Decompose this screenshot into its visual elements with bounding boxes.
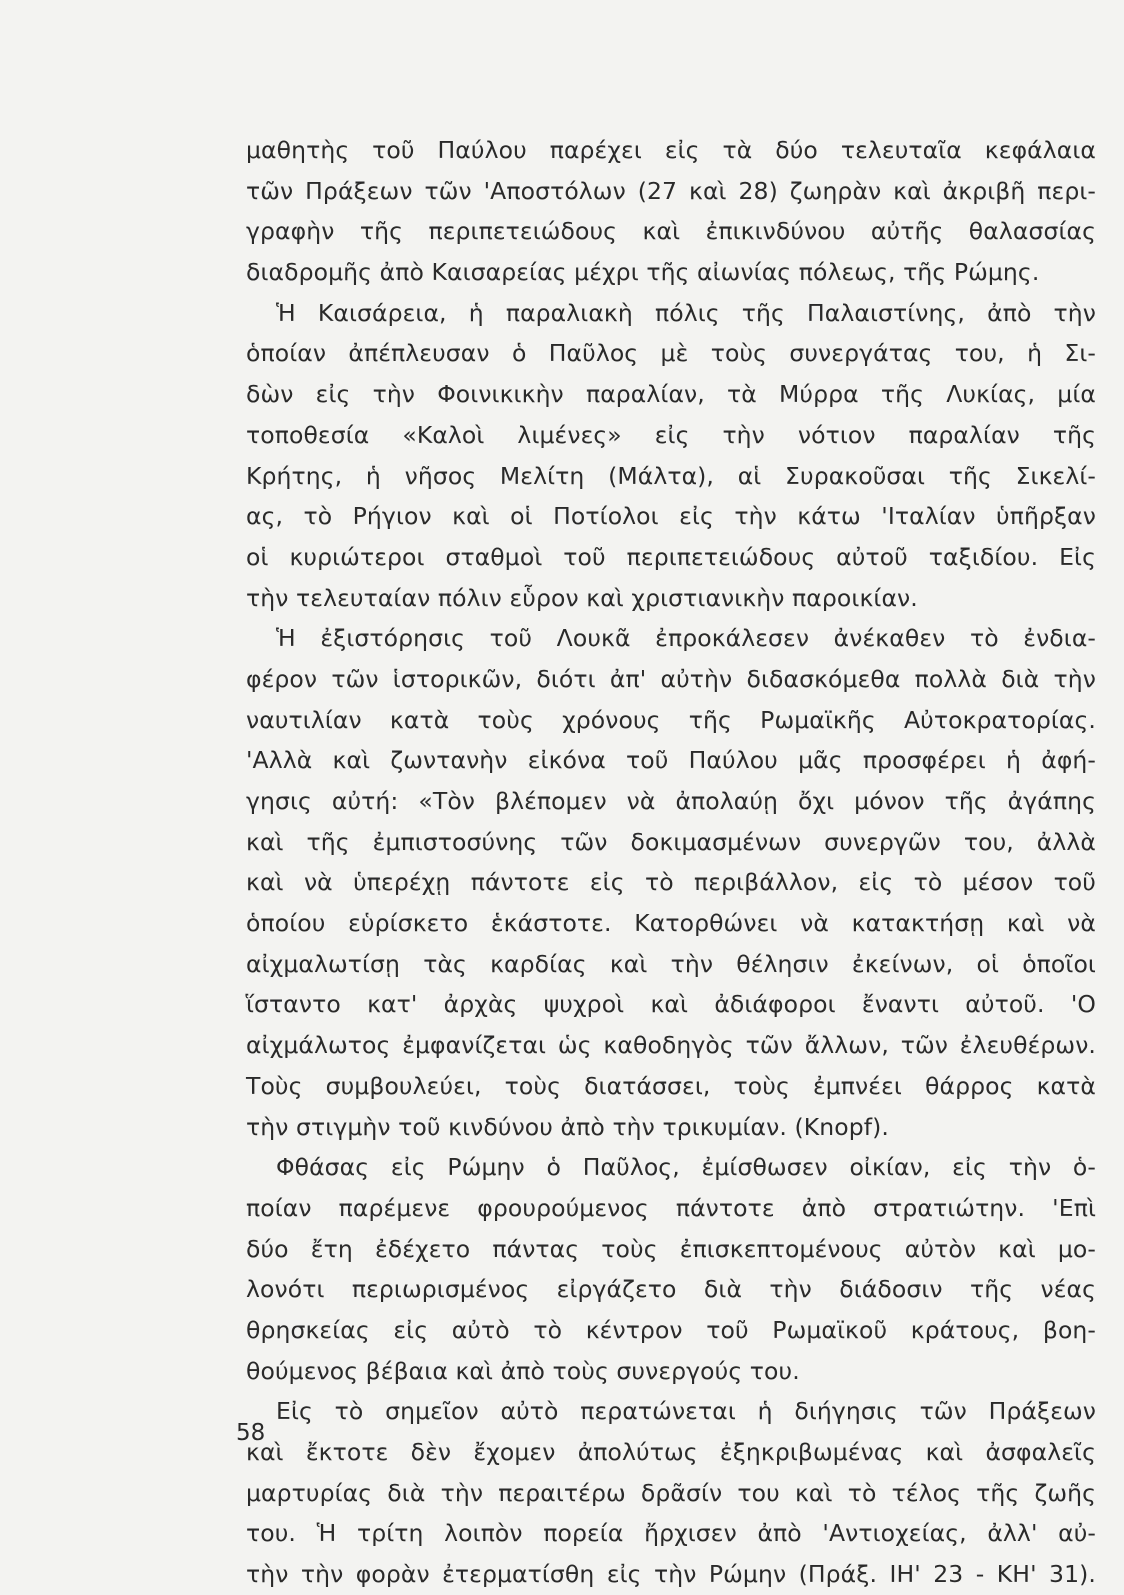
text-line: διαδρομῆς ἀπὸ Καισαρείας μέχρι τῆς αἰωνίας πόλεως, τῆς Ρώμης. (246, 258, 1040, 287)
text-line: οἱ κυριώτεροι σταθμοὶ τοῦ περιπετειώδους αὐτοῦ ταξιδίου. Εἰς (246, 542, 1096, 571)
text-line: θούμενος βέβαια καὶ ἀπὸ τοὺς συνεργούς του. (246, 1356, 800, 1385)
text-line: λονότι περιωρισμένος εἰργάζετο διὰ τὴν διάδοσιν τῆς νέας (246, 1275, 1096, 1304)
text-line: καὶ τῆς ἐμπιστοσύνης τῶν δοκιμασμένων συνεργῶν του, ἀλλὰ (246, 827, 1096, 856)
text-line: του. Ἡ τρίτη λοιπὸν πορεία ἤρχισεν ἀπὸ 'Αντιοχείας, ἀλλ' αὐ- (246, 1519, 1096, 1548)
text-line: δύο ἔτη ἐδέχετο πάντας τοὺς ἐπισκεπτομένους αὐτὸν καὶ μο- (246, 1234, 1096, 1263)
text-line: 'Αλλὰ καὶ ζωντανὴν εἰκόνα τοῦ Παύλου μᾶς προσφέρει ἡ ἀφή- (246, 746, 1096, 775)
paragraph-start-line: Ἡ Καισάρεια, ἡ παραλιακὴ πόλις τῆς Παλαιστίνης, ἀπὸ τὴν (276, 298, 1096, 327)
text-line: Κρήτης, ἡ νῆσος Μελίτη (Μάλτα), αἱ Συρακοῦσαι τῆς Σικελί- (246, 461, 1096, 490)
paragraph-start-line: Ἡ ἐξιστόρησις τοῦ Λουκᾶ ἐπροκάλεσεν ἀνέκαθεν τὸ ἐνδια- (276, 624, 1096, 653)
text-line: τοποθεσία «Καλοὶ λιμένες» εἰς τὴν νότιον παραλίαν τῆς (246, 420, 1096, 449)
text-line: τῶν Πράξεων τῶν 'Αποστόλων (27 καὶ 28) ζωηρὰν καὶ ἀκριβῆ περι- (246, 176, 1096, 205)
text-line: φέρον τῶν ἱστορικῶν, διότι ἀπ' αὐτὴν διδασκόμεθα πολλὰ διὰ τὴν (246, 664, 1096, 693)
text-line: θρησκείας εἰς αὐτὸ τὸ κέντρον τοῦ Ρωμαϊκοῦ κράτους, βοη- (246, 1315, 1096, 1344)
text-line: ποίαν παρέμενε φρουρούμενος πάντοτε ἀπὸ στρατιώτην. 'Επὶ (246, 1193, 1096, 1222)
text-line: ἵσταντο κατ' ἀρχὰς ψυχροὶ καὶ ἀδιάφοροι ἔναντι αὐτοῦ. 'Ο (246, 990, 1096, 1019)
text-line: τὴν τελευταίαν πόλιν εὗρον καὶ χριστιανικὴν παροικίαν. (246, 583, 918, 612)
text-line: ὁποίου εὑρίσκετο ἑκάστοτε. Κατορθώνει νὰ κατακτήσῃ καὶ νὰ (246, 909, 1096, 938)
text-line: ας, τὸ Ρήγιον καὶ οἱ Ποτίολοι εἰς τὴν κάτω 'Ιταλίαν ὑπῆρξαν (246, 502, 1096, 531)
text-line: ναυτιλίαν κατὰ τοὺς χρόνους τῆς Ρωμαϊκῆς Αὐτοκρατορίας. (246, 705, 1096, 734)
text-line: γησις αὐτή: «Τὸν βλέπομεν νὰ ἀπολαύῃ ὄχι μόνον τῆς ἀγάπης (246, 787, 1096, 815)
paragraph-start-line: Φθάσας εἰς Ρώμην ὁ Παῦλος, ἐμίσθωσεν οἰκίαν, εἰς τὴν ὁ- (276, 1153, 1096, 1182)
text-line: Τοὺς συμβουλεύει, τοὺς διατάσσει, τοὺς ἐμπνέει θάρρος κατὰ (246, 1071, 1096, 1100)
text-line: αἰχμάλωτος ἐμφανίζεται ὡς καθοδηγὸς τῶν ἄλλων, τῶν ἐλευθέρων. (246, 1031, 1096, 1060)
text-line: καὶ νὰ ὑπερέχῃ πάντοτε εἰς τὸ περιβάλλον, εἰς τὸ μέσον τοῦ (246, 868, 1096, 897)
text-line: τὴν τὴν φορὰν ἐτερματίσθη εἰς τὴν Ρώμην (Πράξ. ΙΗ' 23 - ΚΗ' 31). (246, 1560, 1096, 1589)
text-line: ὁποίαν ἀπέπλευσαν ὁ Παῦλος μὲ τοὺς συνεργάτας του, ἡ Σι- (246, 339, 1096, 368)
page-number: 58 (236, 1420, 266, 1446)
text-line: καὶ ἔκτοτε δὲν ἔχομεν ἀπολύτως ἐξηκριβωμένας καὶ ἀσφαλεῖς (246, 1438, 1096, 1466)
body-text (246, 130, 1096, 1595)
text-line: γραφὴν τῆς περιπετειώδους καὶ ἐπικινδύνου αὐτῆς θαλασσίας (246, 217, 1096, 246)
text-line: μαρτυρίας διὰ τὴν περαιτέρω δρᾶσίν του καὶ τὸ τέλος τῆς ζωῆς (246, 1478, 1096, 1507)
text-line: δὼν εἰς τὴν Φοινικικὴν παραλίαν, τὰ Μύρρα τῆς Λυκίας, μία (246, 380, 1096, 409)
text-line: τὴν στιγμὴν τοῦ κινδύνου ἀπὸ τὴν τρικυμίαν. (Knopf). (246, 1112, 889, 1141)
text-line: μαθητὴς τοῦ Παύλου παρέχει εἰς τὰ δύο τελευταῖα κεφάλαια (246, 136, 1096, 164)
text-line: αἰχμαλωτίσῃ τὰς καρδίας καὶ τὴν θέλησιν ἐκείνων, οἱ ὁποῖοι (246, 949, 1096, 978)
paragraph-start-line: Εἰς τὸ σημεῖον αὐτὸ περατώνεται ἡ διήγησις τῶν Πράξεων (276, 1397, 1096, 1426)
